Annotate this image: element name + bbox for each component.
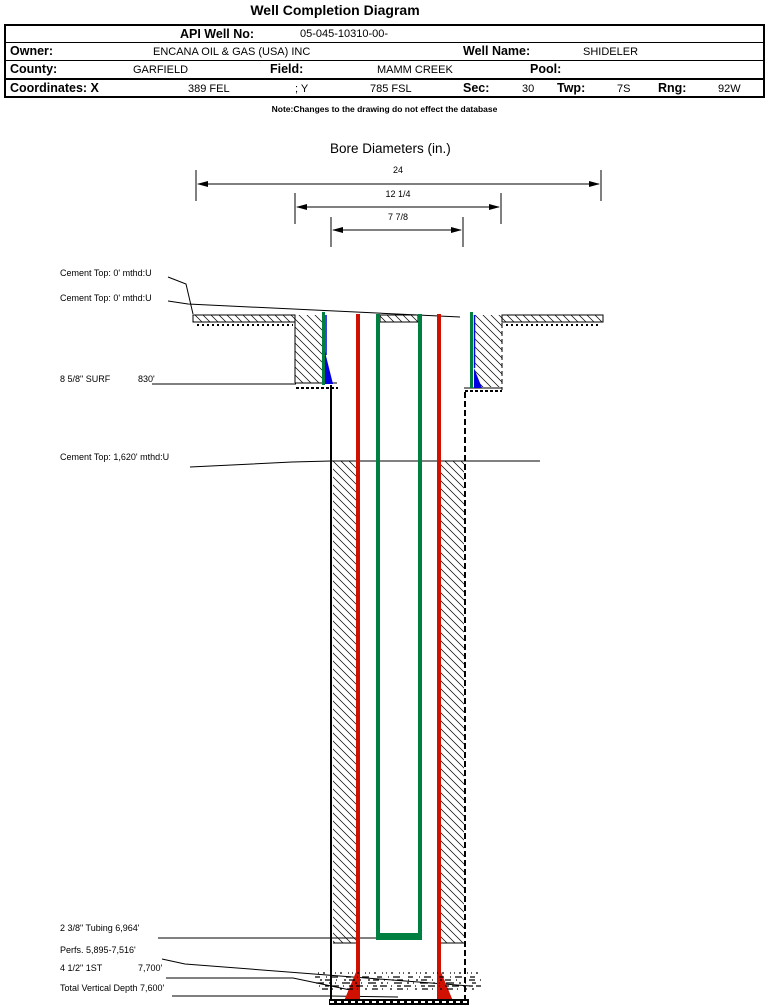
coordinate-x-value: 389 FEL xyxy=(188,83,230,95)
coordinate-y-label: ; Y xyxy=(295,83,309,95)
cement-top-annotation-1: Cement Top: 0' mthd:U xyxy=(60,268,152,278)
wellhead-flange xyxy=(193,315,603,325)
production-casing xyxy=(344,314,453,1001)
dimension-label-24: 24 xyxy=(392,165,403,175)
surface-casing-depth: 830' xyxy=(138,374,155,384)
twp-value: 7S xyxy=(617,83,631,95)
coordinates-label: Coordinates: X xyxy=(10,81,99,95)
surface-casing-annotation: 8 5/8" SURF xyxy=(60,374,111,384)
sec-value: 30 xyxy=(522,83,535,95)
bore-diameters-title: Bore Diameters (in.) xyxy=(330,141,451,156)
perfs-annotation: Perfs. 5,895-7,516' xyxy=(60,945,136,955)
tubing-string xyxy=(376,314,422,940)
cement-top-annotation-3: Cement Top: 1,620' mthd:U xyxy=(60,452,170,462)
coordinate-y-value: 785 FSL xyxy=(370,83,412,95)
field-value: MAMM CREEK xyxy=(377,64,453,76)
leader-lines xyxy=(152,277,470,997)
cement-shoe-left xyxy=(325,352,333,384)
owner-value: ENCANA OIL & GAS (USA) INC xyxy=(153,46,311,58)
dimension-label-12-1-4: 12 1/4 xyxy=(385,189,411,199)
well-name-label: Well Name: xyxy=(463,44,531,58)
twp-label: Twp: xyxy=(557,81,586,95)
surface-cement-right xyxy=(464,315,502,391)
perforations-zone xyxy=(315,973,482,989)
first-casing-annotation: 4 1/2" 1ST xyxy=(60,963,103,973)
owner-label: Owner: xyxy=(10,44,54,58)
dimension-label-7-7-8: 7 7/8 xyxy=(387,212,409,222)
county-value: GARFIELD xyxy=(133,64,189,76)
table-divider-3 xyxy=(4,78,765,80)
api-well-no-label: API Well No: xyxy=(180,27,255,41)
cement-top-annotation-2: Cement Top: 0' mthd:U xyxy=(60,293,152,303)
sec-label: Sec: xyxy=(463,81,490,95)
api-well-no-value: 05-045-10310-00- xyxy=(300,28,389,40)
table-divider-2 xyxy=(4,60,765,61)
tvd-annotation: Total Vertical Depth 7,600' xyxy=(60,983,165,993)
surface-cement-left xyxy=(295,315,338,388)
field-label: Field: xyxy=(270,62,304,76)
table-divider-1 xyxy=(4,42,765,43)
database-note: Note:Changes to the drawing do not effect the database xyxy=(271,104,498,114)
rng-label: Rng: xyxy=(658,81,687,95)
tubing-annotation: 2 3/8" Tubing 6,964' xyxy=(60,923,140,933)
county-label: County: xyxy=(10,62,58,76)
rng-value: 92W xyxy=(718,83,741,95)
pool-label: Pool: xyxy=(530,62,562,76)
page-title: Well Completion Diagram xyxy=(250,2,420,18)
well-name-value: SHIDELER xyxy=(583,46,639,58)
surface-casing xyxy=(322,312,482,388)
production-cement xyxy=(330,461,540,943)
first-casing-depth: 7,700' xyxy=(138,963,163,973)
hole-bottom xyxy=(329,999,469,1005)
